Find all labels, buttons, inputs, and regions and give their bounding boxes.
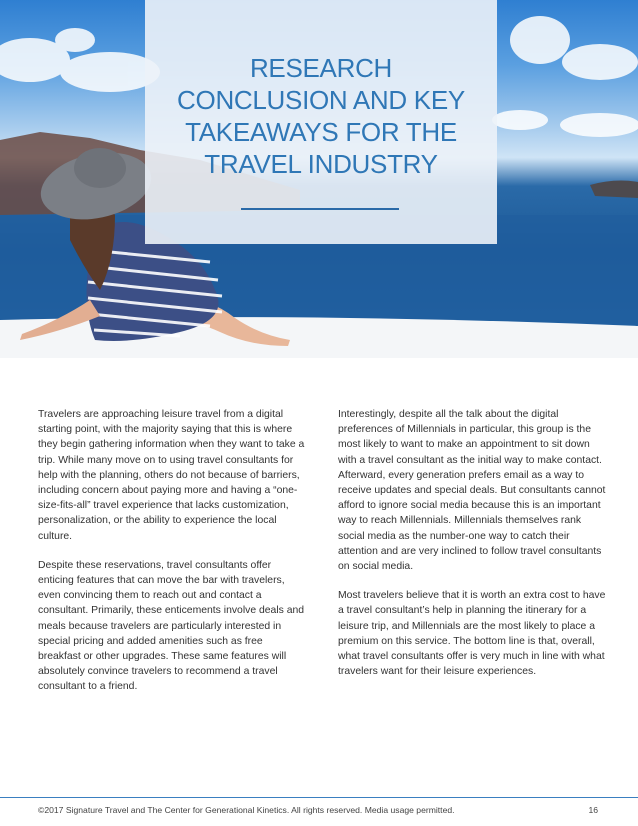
page-number: 16 xyxy=(588,805,598,815)
left-paragraph-1: Travelers are approaching leisure travel from a digital starting point, with the majority saying that this is where they begin gathering information when they want to take a trip. While many move on to using travel consultants for help with the planning, others do not because of barriers, including concern about paying more and having a “one-size-fits-all” travel experience that lacks customization, personalization, or the ability to experience the local culture. xyxy=(38,409,305,542)
footer-divider xyxy=(0,797,638,798)
page-title xyxy=(145,52,497,180)
title-line-3: TAKEAWAYS FOR THE xyxy=(185,117,457,147)
left-column xyxy=(38,407,306,709)
hero-image xyxy=(0,0,638,358)
right-column xyxy=(338,407,606,693)
title-underline xyxy=(241,208,399,210)
footer-copyright: ©2017 Signature Travel and The Center for Generational Kinetics. All rights reserved. Media usage permitted. xyxy=(38,805,455,815)
right-paragraph-2: Most travelers believe that it is worth an extra cost to have a travel consultant’s help in planning the itinerary for a leisure trip, and Millennials are the most likely to place a premium on this service. The bottom line is that, overall, what travel consultants offer is very much in line with what travelers want for their leisure experiences. xyxy=(338,590,606,678)
island xyxy=(590,181,638,198)
right-paragraph-1: Interestingly, despite all the talk about the digital preferences of Millennials in particular, this group is the most likely to want to make an appointment to sit down with a travel consultant as the initial way to make contact. Afterward, every generation prefers email as a way to receive updates and special deals. But consultants cannot afford to ignore social media because this is an important way to reach Millennials. Millennials themselves rank social media as the number-one way to catch their attention and are very inclined to follow travel consultants on social media. xyxy=(338,409,606,573)
title-panel xyxy=(145,0,497,244)
title-line-1: RESEARCH xyxy=(249,53,393,83)
left-paragraph-2: Despite these reservations, travel consultants offer enticing features that can move the bar with travelers, even convincing them to reach out and contact a consultant. Primarily, these enticements involve deals and meals because travelers are particularly interested in special pricing and added amenities such as free breakfast or other upgrades. These same features will absolutely convince travelers to recommend a travel consultant to a friend. xyxy=(38,559,305,693)
title-line-4: TRAVEL INDUSTRY xyxy=(204,149,438,179)
title-line-2: CONCLUSION AND KEY xyxy=(177,85,465,115)
